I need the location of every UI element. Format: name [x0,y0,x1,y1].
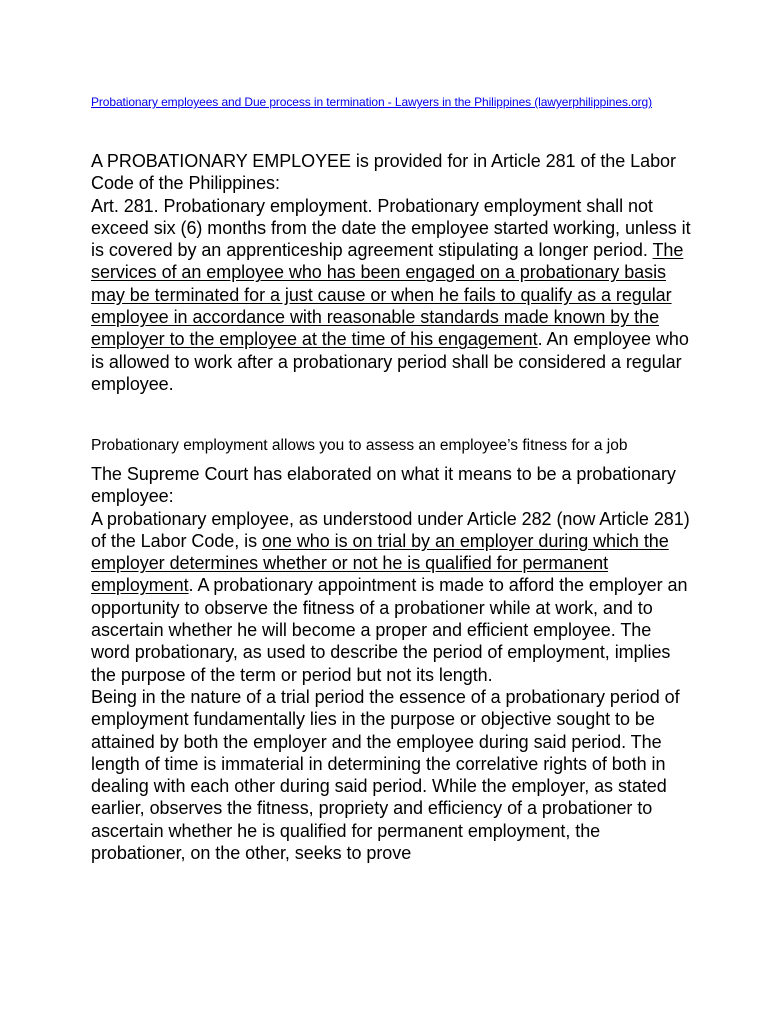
section-intro: The Supreme Court has elaborated on what it means to be a probationary employee: [91,464,676,507]
definition-text-end: . A probationary appointment is made to afford the employer an opportunity to observe the fitness of a probationer while at work, and to ascertain whether he will become a proper and efficient employee. The word probationary, as used to describe the period of employment, implies the purpose of the term or period but not its length. [91,575,688,685]
definition-text-start: A probationary employee, as understood under Article 282 (now Article 281) of the Labor Code, is [91,508,690,551]
image-caption: Probationary employment allows you to assess an employee’s fitness for a job [91,437,628,454]
definition-paragraph [91,508,691,686]
section-intro: A PROBATIONARY EMPLOYEE is provided for in Article 281 of the Labor Code of the Philippines: [91,151,676,194]
article-text-start: Art. 281. Probationary employment. Probationary employment shall not exceed six (6) months from the date the employee started working, unless it is covered by an apprenticeship agreement stipulating a longer period. [91,195,691,261]
source-link[interactable]: Probationary employees and Due process in termination - Lawyers in the Philippines (lawyerphilippines.org) [91,95,653,109]
article-281-section [91,150,691,395]
article-text-end: . An employee who is allowed to work after a probationary period shall be considered a regular employee. [91,329,689,394]
trial-period-paragraph: Being in the nature of a trial period the essence of a probationary period of employment fundamentally lies in the purpose or objective sought to be attained by both the employer and the employee during said period. The length of time is immaterial in determining the correlative rights of both in dealing with each other during said period. While the employer, as stated earlier, observes the fitness, propriety and efficiency of a probationer to ascertain whether he is qualified for permanent employment, the probationer, on the other, seeks to prove [91,686,680,864]
article-281-text [91,195,691,396]
definition-underlined-text: one who is on trial by an employer during which the employer determines whether or not he is qualified for permanent employment [91,530,669,596]
article-underlined-text: The services of an employee who has been engaged on a probationary basis may be terminated for a just cause or when he fails to qualify as a regular employee in accordance with reasonable standards made known by the employer to the employee at the time of his engagement [91,240,684,350]
supreme-court-section [91,463,691,864]
